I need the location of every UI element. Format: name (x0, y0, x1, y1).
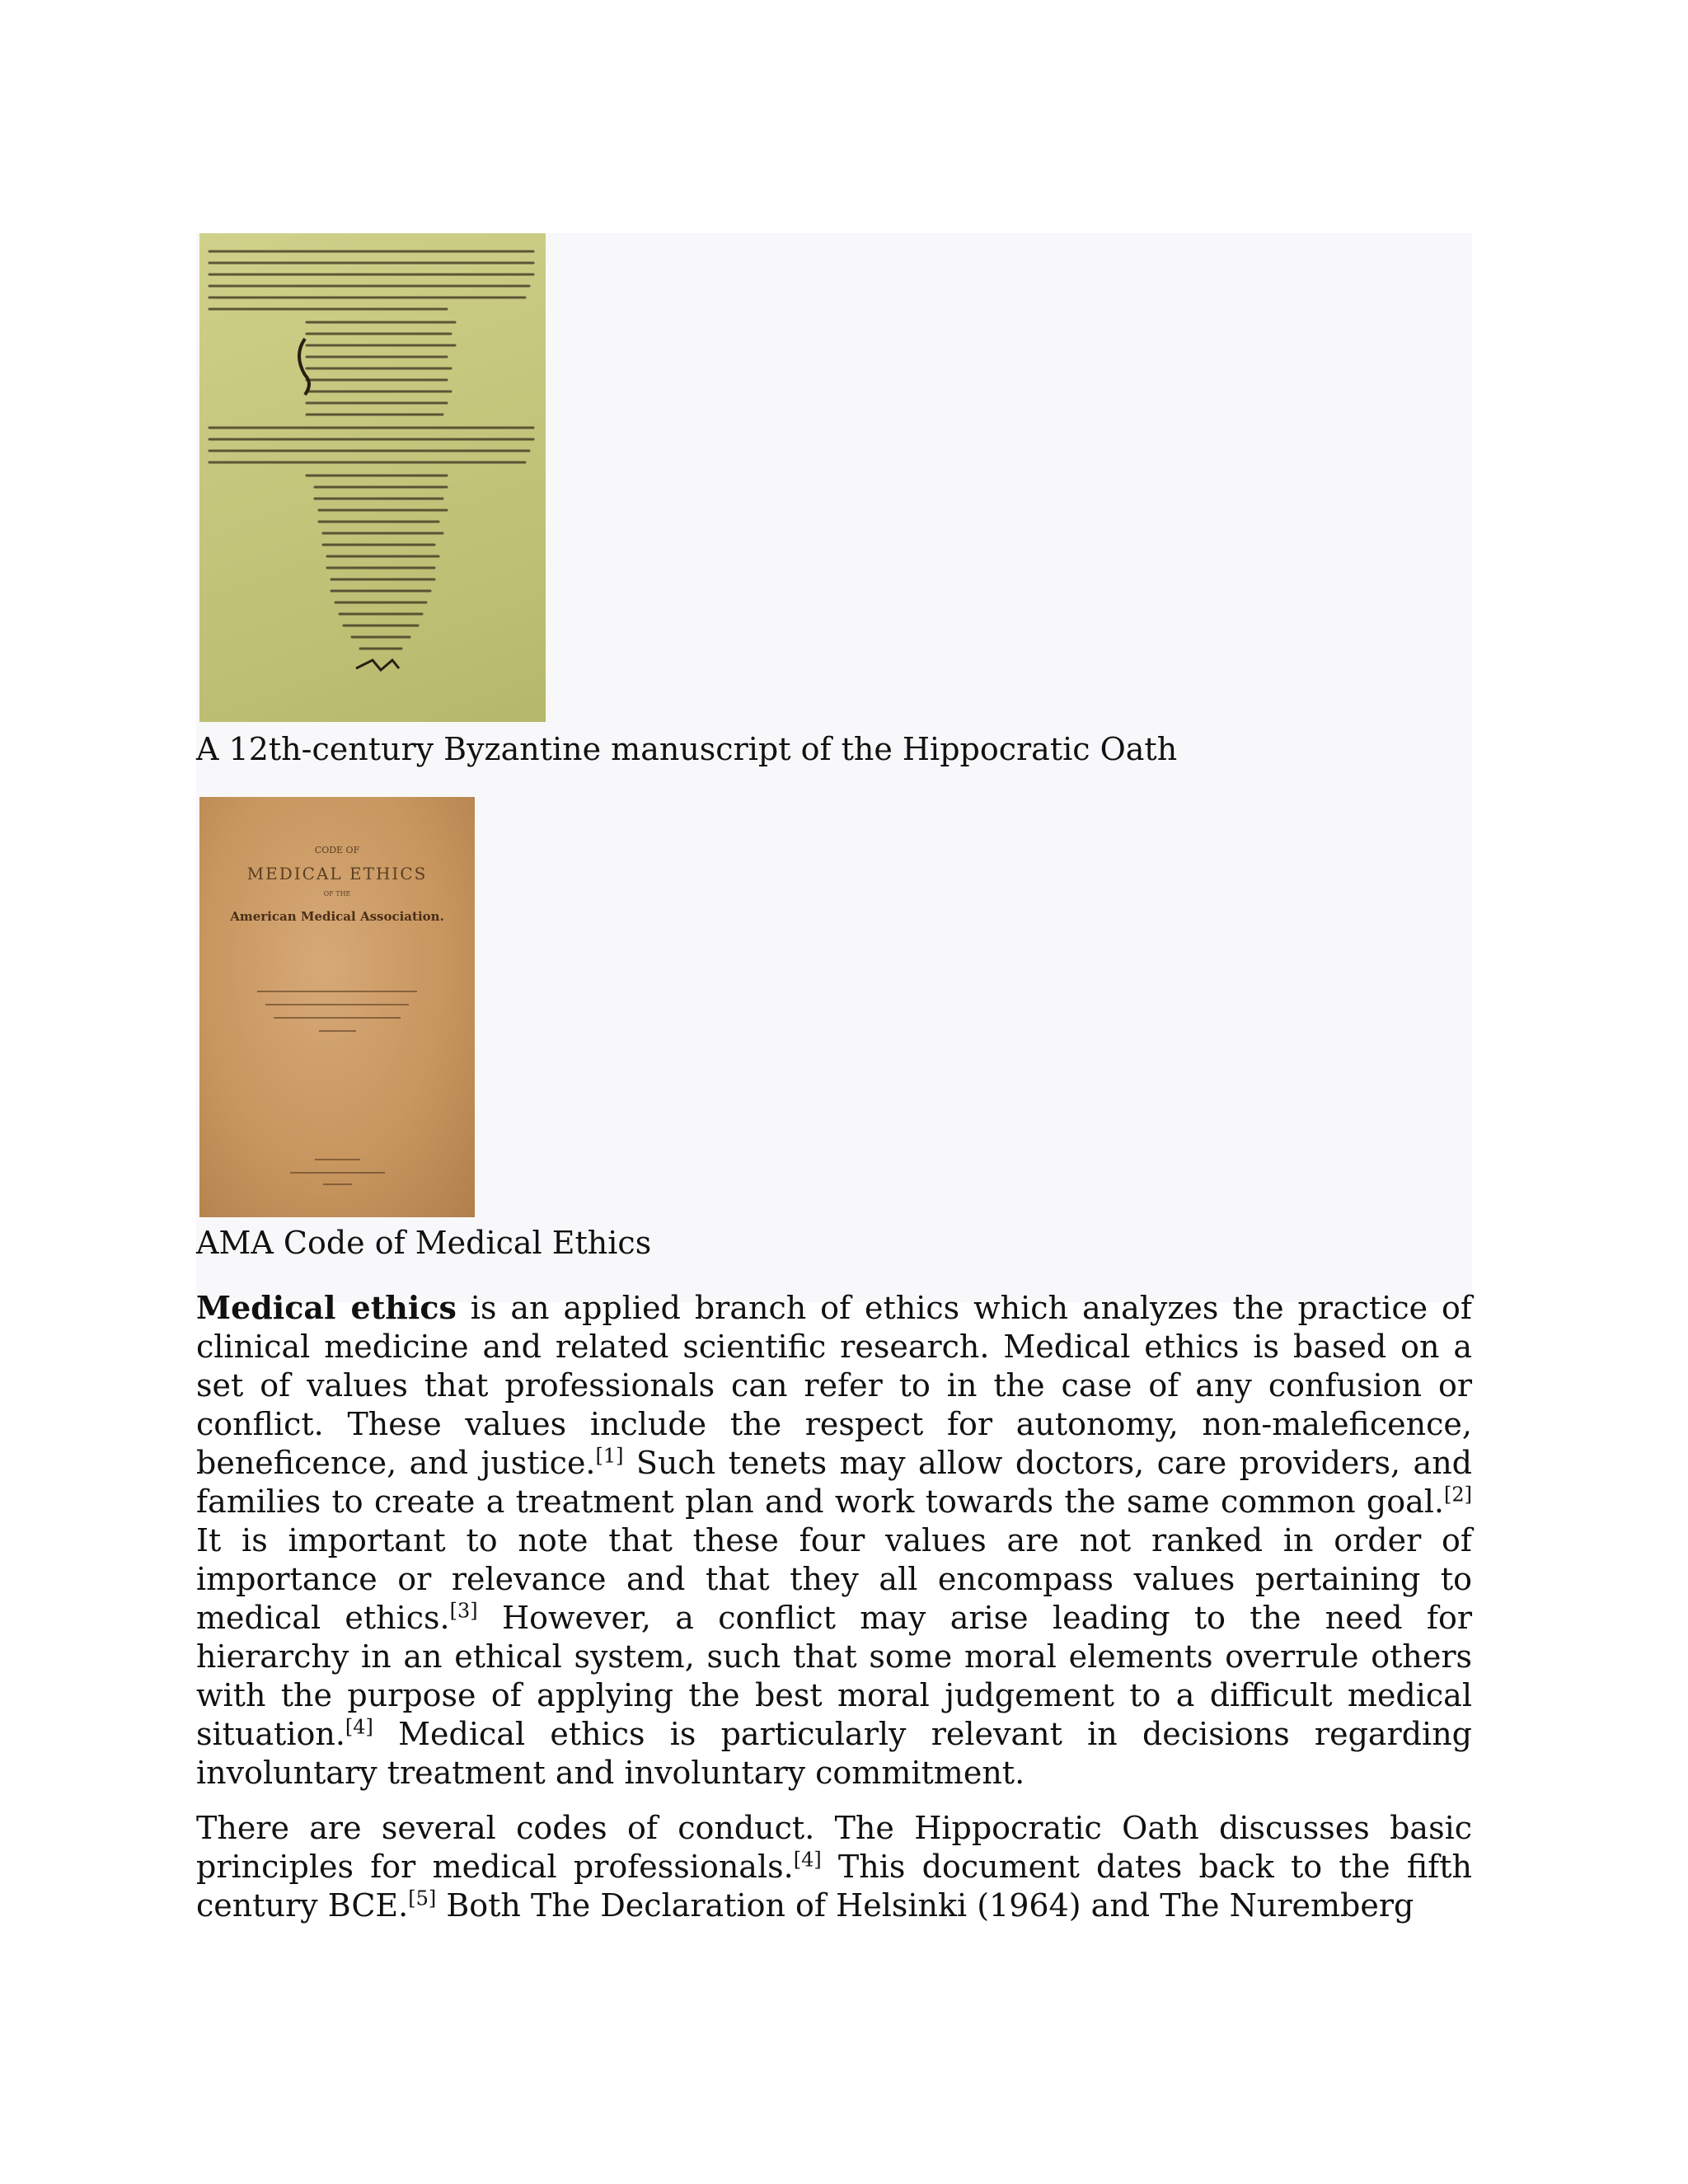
cover-line-ama: American Medical Association. (230, 909, 444, 924)
figure-block (196, 233, 1472, 1302)
document-page (196, 233, 1472, 1924)
citation-link[interactable]: [2] (1444, 1483, 1472, 1507)
text-run: However, a conflict may arise leading to the need for hierarchy in an ethical system, such that some moral elements overrule others with the purpose of applying the best moral judgement to a difficult medical situation. (196, 1600, 1472, 1752)
paragraph-medical-ethics (196, 1288, 1472, 1793)
ama-code-cover-image (199, 797, 475, 1217)
figure-caption-manuscript: A 12th-century Byzantine manuscript of the Hippocratic Oath (196, 731, 1178, 767)
citation-link[interactable]: [1] (595, 1444, 624, 1468)
text-run: Medical ethics is particularly relevant in decisions regarding involuntary treatment and involuntary commitment. (196, 1716, 1472, 1791)
citation-link[interactable]: [3] (449, 1599, 478, 1623)
article-body (196, 1288, 1472, 1942)
text-run: Both The Declaration of Helsinki (1964) and The Nuremberg (436, 1887, 1414, 1924)
text-run: is an applied branch of ethics which analyzes the practice of clinical medicine and related scientific research. Medical ethics is based on a set of values that professionals can refer to in the case of any confusion or conflict. These values include the respect for autonomy, non-maleficence, beneficence, and justice. (196, 1290, 1472, 1481)
cover-line-medical-ethics: MEDICAL ETHICS (246, 864, 428, 883)
text-run: This document dates back to the fifth century BCE. (196, 1849, 1472, 1924)
ama-cover-print (199, 797, 475, 1217)
figure-caption-ama-code: AMA Code of Medical Ethics (196, 1225, 652, 1261)
text-run: Such tenets may allow doctors, care providers, and families to create a treatment plan and work towards the same common goal. (196, 1445, 1472, 1520)
text-run: It is important to note that these four values are not ranked in order of importance or relevance and that they all encompass values pertaining to medical ethics. (196, 1522, 1472, 1636)
citation-link[interactable]: [4] (345, 1715, 373, 1739)
cover-line-code-of: CODE OF (314, 845, 360, 855)
paragraph-codes-of-conduct (196, 1809, 1472, 1925)
citation-link[interactable]: [5] (408, 1886, 437, 1910)
manuscript-cross-text-shape (199, 233, 546, 722)
bold-term: Medical ethics (196, 1289, 457, 1326)
citation-link[interactable]: [4] (793, 1848, 822, 1872)
cover-line-of-the: OF THE (323, 890, 351, 898)
text-run: There are several codes of conduct. The Hippocratic Oath discusses basic principles for medical professionals. (196, 1810, 1472, 1885)
byzantine-manuscript-image (199, 233, 546, 722)
